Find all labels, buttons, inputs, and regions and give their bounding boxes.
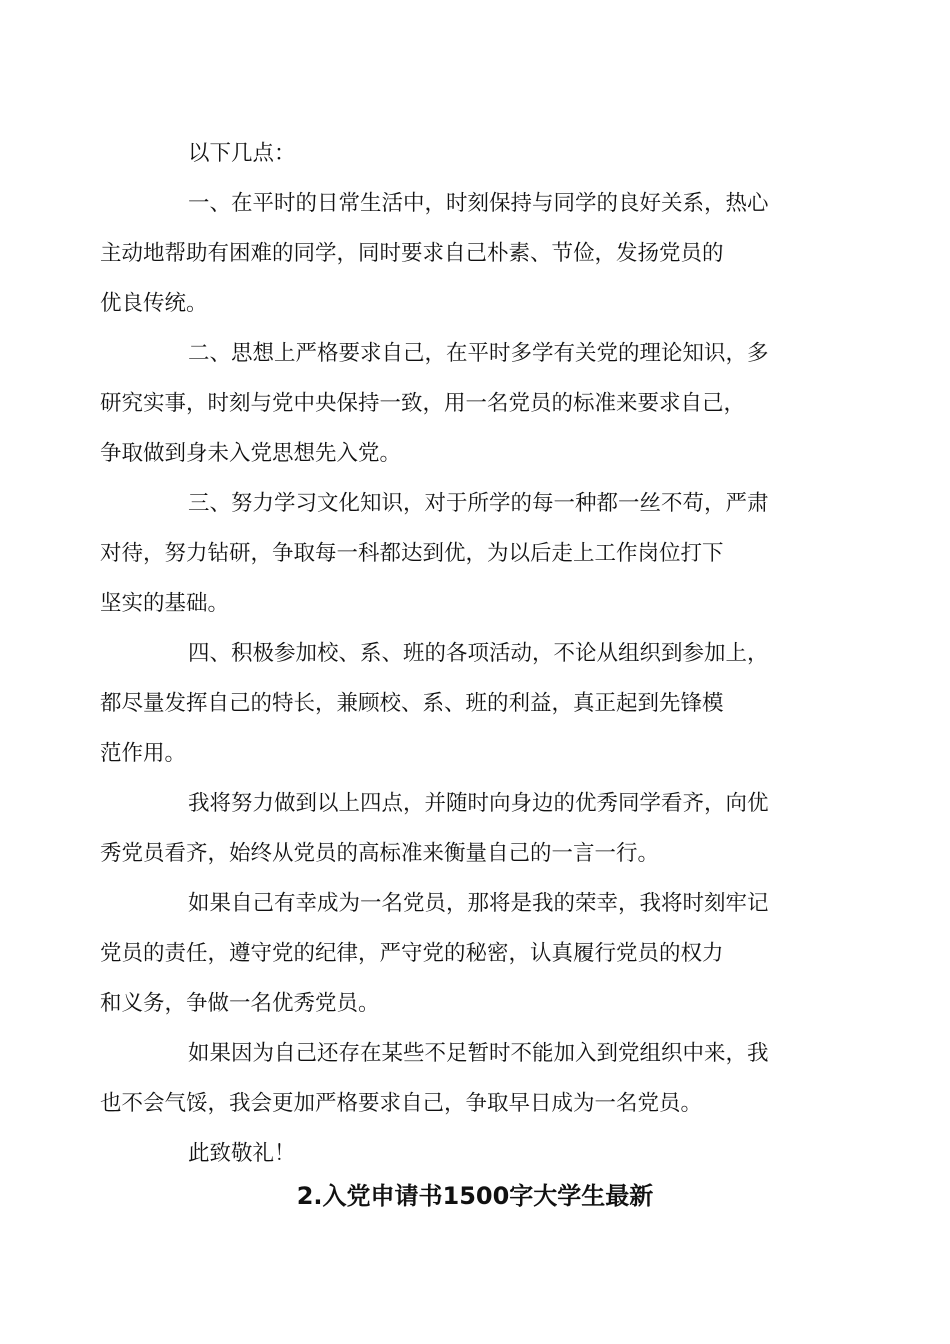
text-line: 主动地帮助有困难的同学，同时要求自己朴素、节俭，发扬党员的 [100, 241, 724, 266]
text-line: 都尽量发挥自己的特长，兼顾校、系、班的利益，真正起到先锋模 [100, 691, 724, 716]
paragraph-point-one [100, 179, 834, 329]
paragraph-if-accepted [100, 879, 834, 1029]
text-line: 研究实事，时刻与党中央保持一致，用一名党员的标准来要求自己， [100, 391, 746, 416]
text-line: 和义务，争做一名优秀党员。 [100, 991, 380, 1016]
paragraph-point-two [100, 329, 834, 479]
paragraph-point-three [100, 479, 834, 629]
text-line: 也不会气馁，我会更加严格要求自己，争取早日成为一名党员。 [100, 1091, 703, 1116]
text-line: 一、在平时的日常生活中，时刻保持与同学的良好关系，热心 [188, 191, 769, 216]
text-line: 二、思想上严格要求自己，在平时多学有关党的理论知识，多 [188, 341, 769, 366]
paragraph-point-four [100, 629, 834, 779]
text-line: 坚实的基础。 [100, 591, 230, 616]
paragraph-commitment [100, 779, 834, 879]
text-line: 争取做到身未入党思想先入党。 [100, 441, 402, 466]
paragraph-if-not-accepted [100, 1029, 834, 1129]
text-line: 四、积极参加校、系、班的各项活动，不论从组织到参加上， [188, 641, 769, 666]
text-line: 我将努力做到以上四点，并随时向身边的优秀同学看齐，向优 [188, 791, 769, 816]
text-line: 范作用。 [100, 741, 187, 766]
text-line: 秀党员看齐，始终从党员的高标准来衡量自己的一言一行。 [100, 841, 660, 866]
text-line: 如果因为自己还存在某些不足暂时不能加入到党组织中来，我 [188, 1041, 769, 1066]
text-line: 以下几点： [188, 141, 296, 166]
text-line: 如果自己有幸成为一名党员，那将是我的荣幸，我将时刻牢记 [188, 891, 769, 916]
letter-body [100, 129, 834, 1179]
text-line: 对待，努力钻研，争取每一科都达到优，为以后走上工作岗位打下 [100, 541, 724, 566]
text-line: 优良传统。 [100, 291, 208, 316]
paragraph-closing-salutation [144, 1129, 834, 1179]
section-heading: 2.入党申请书1500字大学生最新 [296, 1182, 654, 1210]
text-line: 党员的责任，遵守党的纪律，严守党的秘密，认真履行党员的权力 [100, 941, 724, 966]
paragraph-intro [144, 129, 834, 179]
text-line: 此致敬礼！ [188, 1141, 296, 1166]
text-line: 三、努力学习文化知识，对于所学的每一种都一丝不苟，严肃 [188, 491, 769, 516]
